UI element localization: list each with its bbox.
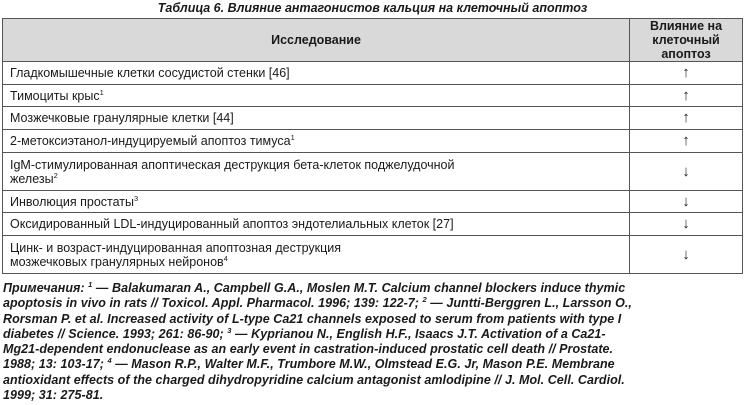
footnote-ref: 2 bbox=[53, 170, 58, 180]
study-text-line2: мозжечковых гранулярных нейронов bbox=[10, 254, 224, 269]
notes-text: diabetes // Science. 1993; 261: 86-90; bbox=[3, 326, 228, 341]
study-cell bbox=[3, 62, 630, 85]
notes-line: antioxidant effects of the charged dihydropyridine calcium antagonist amlodipine // J. Mol. Cell. Cardiol. bbox=[3, 372, 625, 387]
notes-line bbox=[3, 357, 741, 372]
study-cell bbox=[3, 213, 630, 236]
footnote-ref: 3 bbox=[227, 325, 232, 335]
notes-text: 1988; 13: 103-17; bbox=[3, 357, 108, 372]
study-text-line1: IgM-стимулированная апоптическая деструкция бета-клеток поджелудочной bbox=[10, 157, 455, 172]
footnote-ref: 4 bbox=[223, 253, 228, 263]
table-caption: Таблица 6. Влияние антагонистов кальция на клеточный апоптоз bbox=[157, 1, 588, 15]
table-row bbox=[3, 62, 743, 85]
up-arrow-icon: ↑ bbox=[630, 107, 743, 130]
up-arrow-icon: ↑ bbox=[630, 62, 743, 85]
notes-text: — Juntti-Berggren L., Larsson O., bbox=[426, 296, 632, 311]
study-text-line1: Цинк- и возраст-индуцированная апоптозная деструкция bbox=[10, 240, 342, 255]
study-text: Тимоциты крыс bbox=[10, 88, 100, 103]
notes-text: — Mason R.P., Walter M.F., Trumbore M.W., Olmstead E.G. Jr, Mason P.E. Membrane bbox=[111, 357, 615, 372]
footnote-ref: 1 bbox=[99, 87, 104, 97]
up-arrow-icon: ↑ bbox=[630, 85, 743, 107]
notes-line: Mg21-dependent endonuclease as an early event in castration-induced prostatic cell death // Prostate. bbox=[3, 342, 614, 357]
notes-text: Примечания: bbox=[3, 281, 89, 295]
table-header-row bbox=[3, 19, 743, 62]
notes-line: 1999; 31: 275-81. bbox=[3, 388, 104, 403]
footnote-ref: 2 bbox=[422, 295, 427, 305]
study-cell bbox=[3, 236, 630, 274]
notes-line: Rorsman P. et al. Increased activity of L-type Ca21 channels exposed to serum from patients with type I bbox=[3, 311, 622, 326]
header-effect-line2: апоптоз bbox=[661, 47, 711, 61]
up-arrow-icon: ↑ bbox=[630, 130, 743, 153]
table-row bbox=[3, 107, 743, 130]
footnote-ref: 1 bbox=[290, 133, 295, 142]
header-study: Исследование bbox=[3, 19, 630, 62]
study-text: Инволюция простаты bbox=[10, 194, 135, 209]
notes-text: — Balakumaran A., Campbell G.A., Moslen M.T. Calcium channel blockers induce thymic bbox=[92, 281, 626, 295]
table-row bbox=[3, 236, 743, 274]
notes-line bbox=[3, 281, 741, 296]
study-text: Мозжечковые гранулярные клетки [44] bbox=[10, 111, 234, 125]
notes-text: — Kyprianou N., English H.F., Isaacs J.T. Activation of a Ca21- bbox=[231, 326, 606, 341]
notes-text: apoptosis in vivo in rats // Toxicol. Appl. Pharmacol. 1996; 139: 122-7; bbox=[3, 296, 423, 311]
table-row bbox=[3, 191, 743, 213]
down-arrow-icon: ↓ bbox=[630, 191, 743, 213]
study-text: 2-метоксиэтанол-индуцируемый апоптоз тимуса bbox=[10, 134, 291, 148]
study-cell bbox=[3, 130, 630, 153]
down-arrow-icon: ↓ bbox=[630, 213, 743, 236]
study-text-line2: железы bbox=[10, 171, 54, 186]
study-cell bbox=[3, 85, 630, 107]
study-cell bbox=[3, 191, 630, 213]
table-row bbox=[3, 130, 743, 153]
notes-line bbox=[3, 296, 741, 311]
table-row bbox=[3, 213, 743, 236]
down-arrow-icon: ↓ bbox=[630, 236, 743, 274]
table-row bbox=[3, 85, 743, 107]
footnote-ref: 4 bbox=[107, 356, 112, 366]
down-arrow-icon: ↓ bbox=[630, 153, 743, 191]
table-notes bbox=[3, 281, 741, 403]
footnote-ref: 1 bbox=[88, 280, 93, 289]
header-effect bbox=[630, 19, 743, 62]
study-text: Гладкомышечные клетки сосудистой стенки [46] bbox=[10, 66, 290, 80]
footnote-ref: 3 bbox=[134, 193, 139, 203]
study-cell bbox=[3, 153, 630, 191]
study-cell bbox=[3, 107, 630, 130]
header-effect-line1: Влияние на клеточный bbox=[649, 19, 723, 47]
study-text: Оксидированный LDL-индуцированный апоптоз эндотелиальных клеток [27] bbox=[10, 217, 454, 231]
table-row bbox=[3, 153, 743, 191]
apoptosis-table bbox=[2, 18, 743, 274]
notes-line bbox=[3, 327, 741, 342]
